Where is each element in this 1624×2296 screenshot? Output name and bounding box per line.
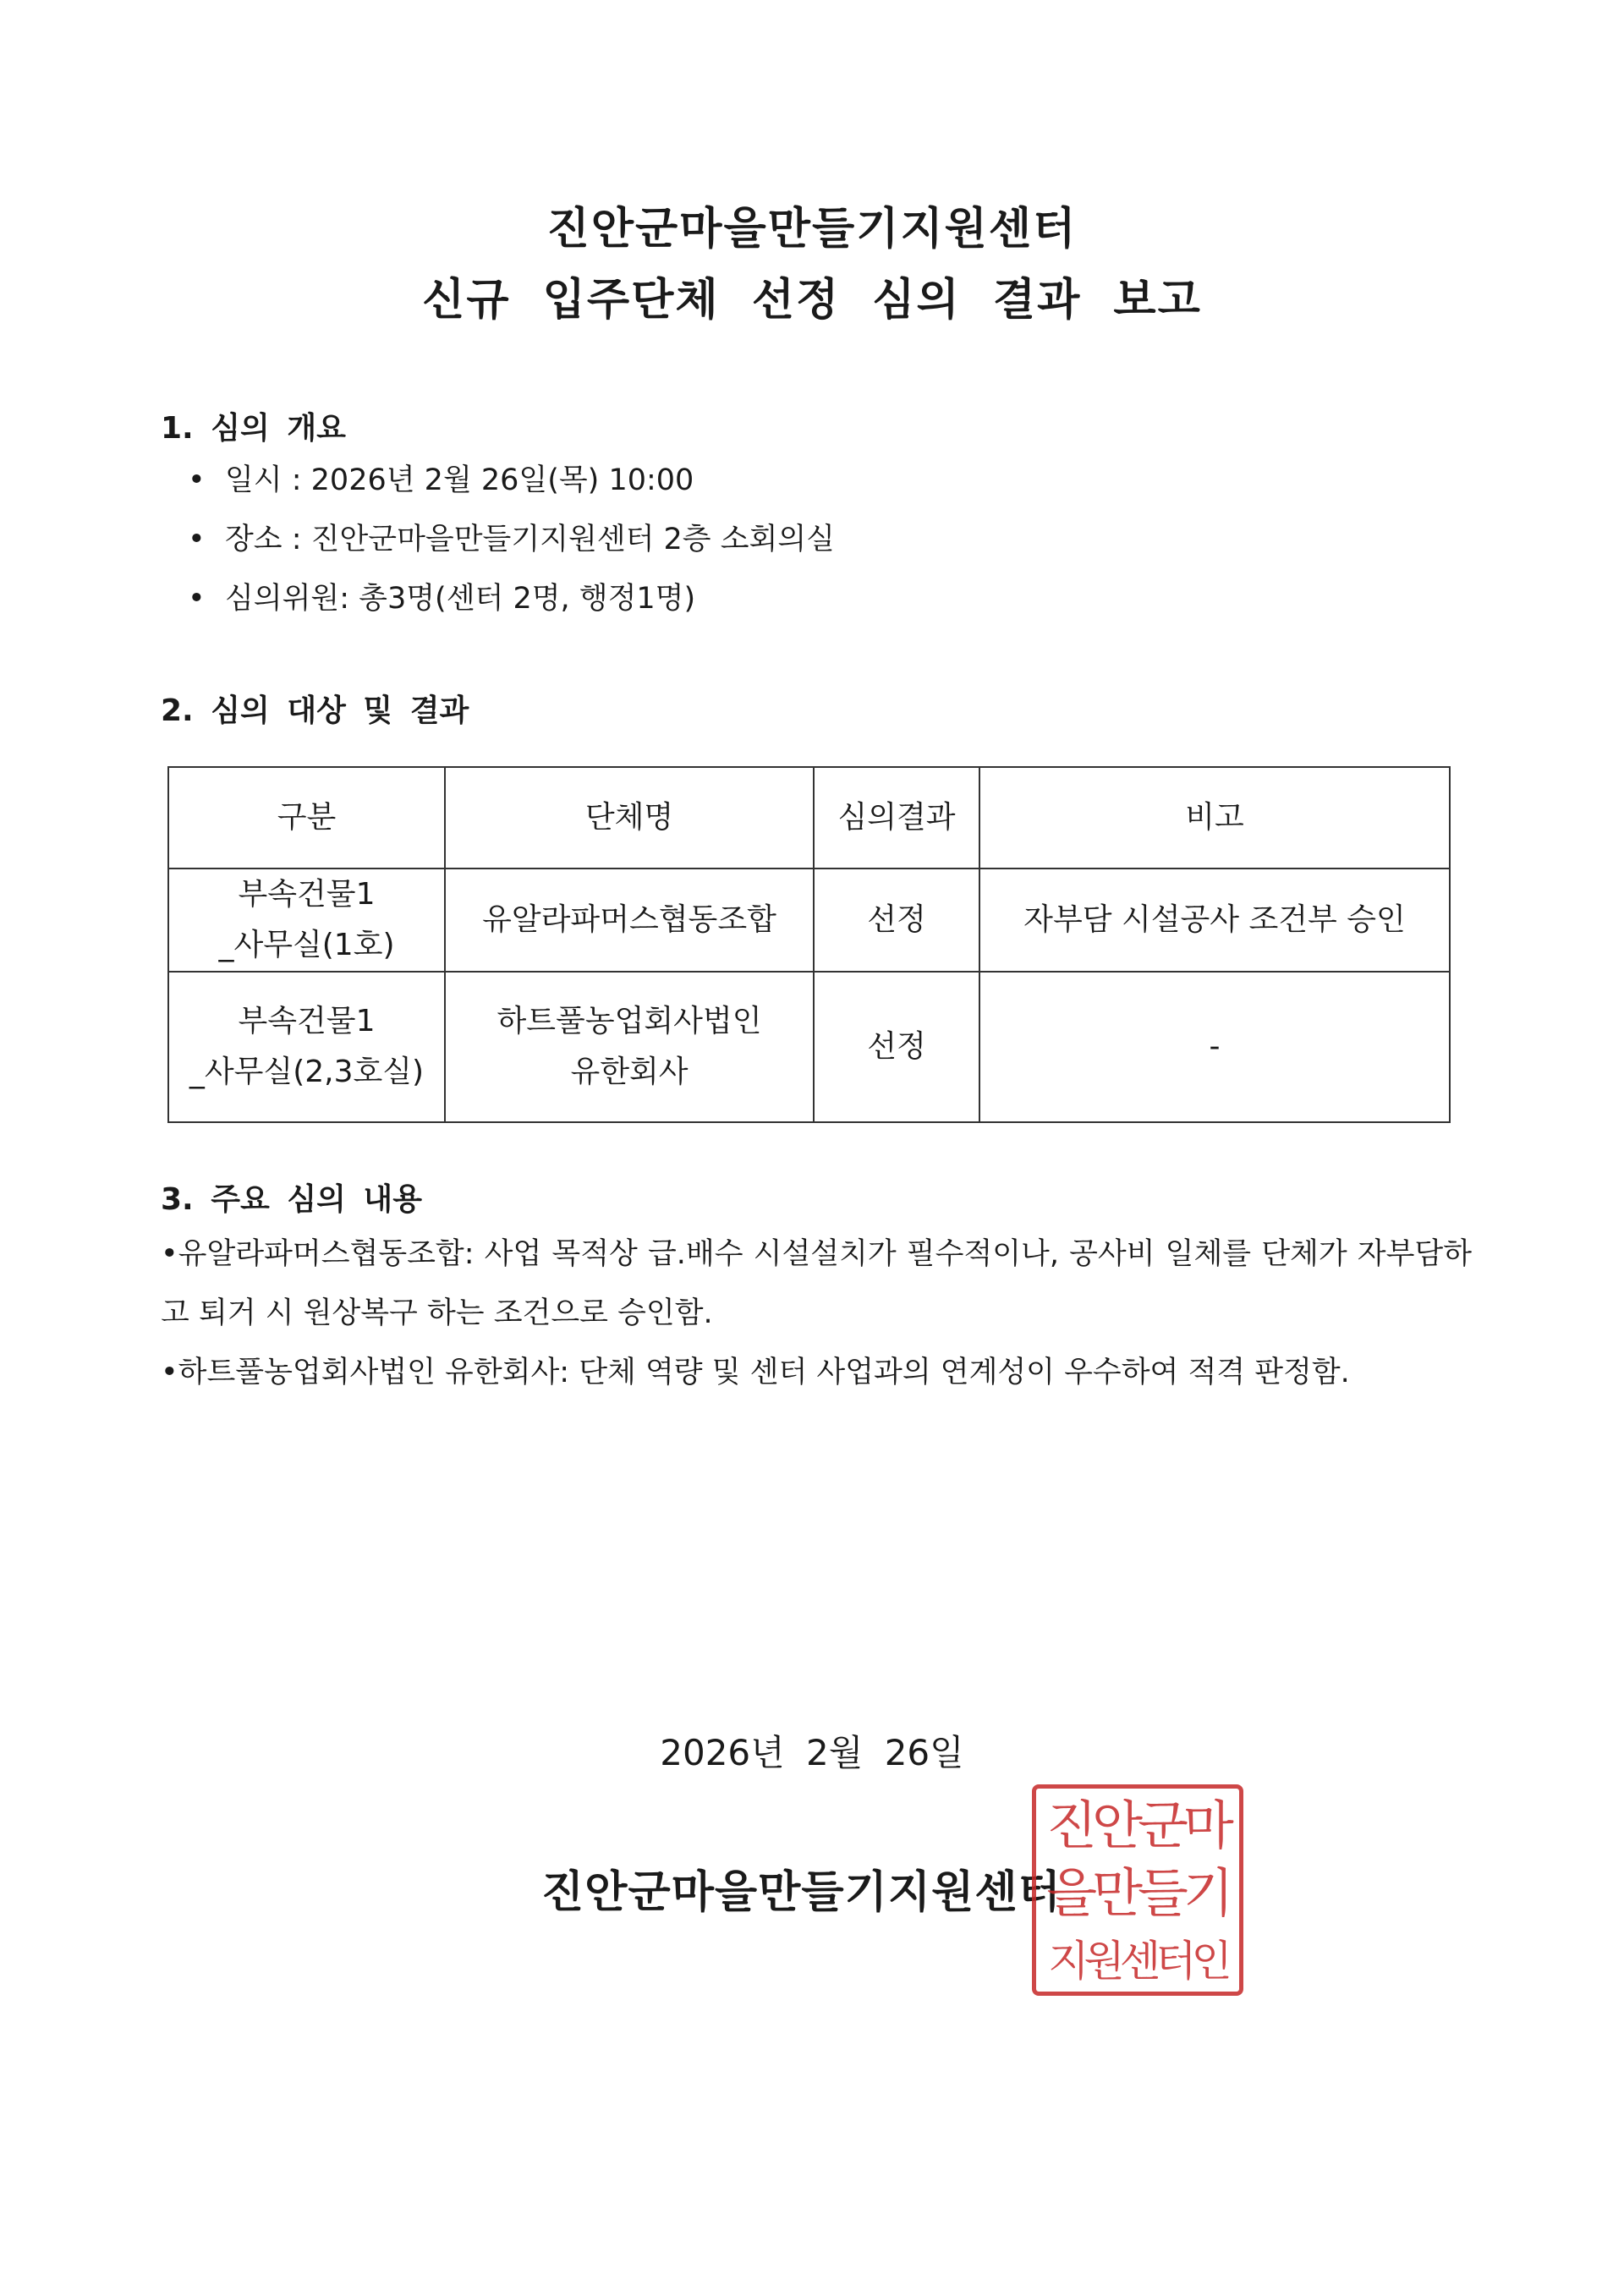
division-line2: _사무실(1호) xyxy=(218,928,395,962)
table-header-row xyxy=(168,767,1450,869)
bullet-marker: • xyxy=(188,582,206,616)
bullet-marker: • xyxy=(188,463,206,497)
result-table xyxy=(167,766,1451,1123)
division-line1: 부속건물1 xyxy=(238,877,376,912)
organization-line1: 하트풀농업회사법인 xyxy=(497,1004,762,1038)
overview-item-label: 일시 : 2026년 2월 26일(목) 10:00 xyxy=(225,463,694,497)
header-result: 심의결과 xyxy=(814,767,979,869)
overview-item-label: 장소 : 진안군마을만들기지원센터 2층 소회의실 xyxy=(225,523,835,556)
seal-line: 지원센터인 xyxy=(1048,1937,1227,1986)
cell-organization xyxy=(445,972,814,1122)
cell-organization xyxy=(445,869,814,972)
cell-division xyxy=(168,972,445,1122)
bullet-marker: • xyxy=(188,523,206,556)
organization-line2: 유한회사 xyxy=(570,1055,689,1089)
seal-line: 진안군마 xyxy=(1046,1795,1229,1856)
overview-item-members xyxy=(188,575,695,617)
header-organization: 단체명 xyxy=(445,767,814,869)
cell-result: 선정 xyxy=(814,972,979,1122)
official-seal xyxy=(1032,1784,1243,1996)
division-line1: 부속건물1 xyxy=(238,1004,376,1038)
section3-heading: 3. 주요 심의 내용 xyxy=(161,1182,422,1217)
overview-item-label: 심의위원: 총3명(센터 2명, 행정1명) xyxy=(225,582,696,616)
table-row xyxy=(168,869,1450,972)
table-row xyxy=(168,972,1450,1122)
cell-note: 자부담 시설공사 조건부 승인 xyxy=(979,869,1450,972)
cell-division xyxy=(168,869,445,972)
header-division: 구분 xyxy=(168,767,445,869)
section2-heading: 2. 심의 대상 및 결과 xyxy=(161,693,469,728)
document-date: 2026년 2월 26일 xyxy=(660,1732,964,1773)
issuer-name: 진안군마을만들기지원센터 xyxy=(541,1867,1062,1918)
cell-result: 선정 xyxy=(814,869,979,972)
division-line2: _사무실(2,3호실) xyxy=(189,1055,425,1089)
section1-heading: 1. 심의 개요 xyxy=(161,411,346,446)
document-subtitle: 신규 입주단체 선정 심의 결과 보고 xyxy=(422,275,1202,326)
document-title: 진안군마을만들기지원센터 xyxy=(546,204,1078,255)
cell-note: - xyxy=(979,972,1450,1122)
overview-item-location xyxy=(188,516,835,558)
review-content-paragraph-2: •하트풀농업회사법인 유한회사: 단체 역량 및 센터 사업과의 연계성이 우수하여 적격 판정함. xyxy=(161,1356,1350,1389)
seal-line: 을만들기 xyxy=(1046,1862,1229,1924)
header-note: 비고 xyxy=(979,767,1450,869)
organization-line1: 유알라파머스협동조합 xyxy=(482,902,776,937)
overview-item-datetime xyxy=(188,457,694,499)
review-content-paragraph-1: •유알라파머스협동조합: 사업 목적상 급.배수 시설설치가 필수적이나, 공사비 일체를 단체가 자부담하고 퇴거 시 원상복구 하는 조건으로 승인함. xyxy=(161,1237,1472,1330)
